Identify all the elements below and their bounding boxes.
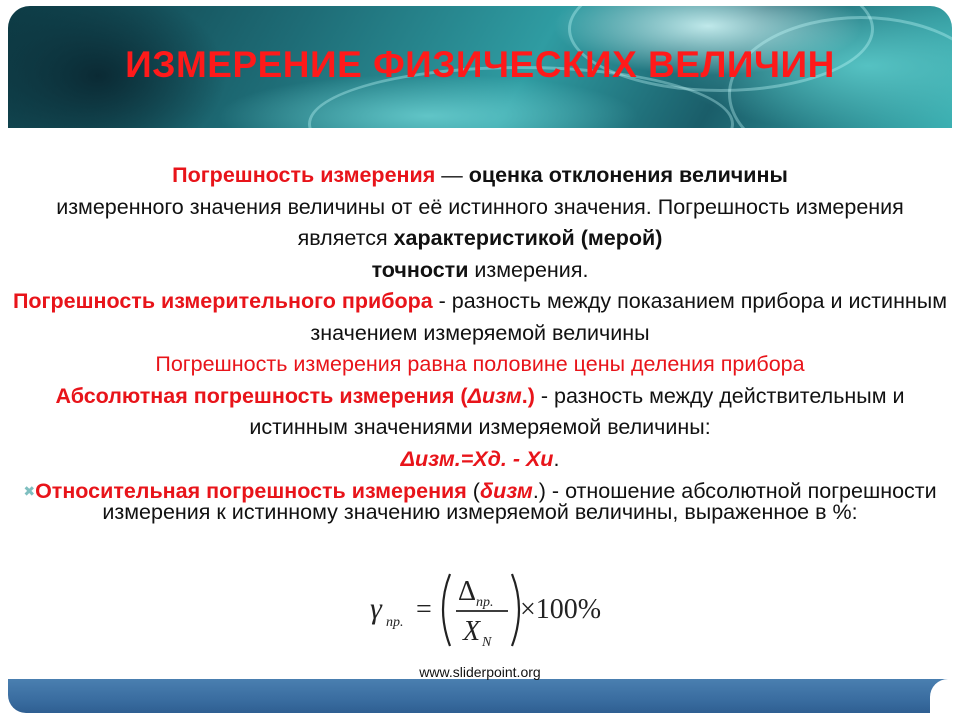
relative-error-formula [366, 566, 606, 652]
slide-title: ИЗМЕРЕНИЕ ФИЗИЧЕСКИХ ВЕЛИЧИН [125, 44, 835, 85]
absolute-error-term-end: .) [521, 383, 535, 408]
term-relative-error: Относительная погрешность измерения [35, 479, 467, 503]
term-absolute-error: Абсолютная погрешность измерения ( [55, 383, 468, 408]
footer-url: www.sliderpoint.org [419, 664, 541, 680]
term-measurement-error: Погрешность измерения [172, 163, 436, 187]
formula-period: . [553, 446, 560, 471]
paragraph-relative-error [10, 481, 950, 523]
relative-open-paren: ( [466, 479, 480, 503]
paragraph-half-division: Погрешность измерения равна половине цены деления прибора [155, 352, 805, 376]
formula-right-paren [512, 574, 519, 646]
formula-equals: = [416, 594, 432, 625]
absolute-error-formula: Δизм.=Хд. - Хи [400, 446, 554, 471]
measurement-text: измерения. [468, 257, 589, 282]
formula-times-100: ×100% [520, 594, 602, 625]
absolute-error-symbol: Δизм [467, 383, 522, 408]
accuracy-bold: точности [371, 257, 469, 282]
formula-x: X [463, 616, 481, 647]
slide-content [10, 160, 950, 523]
header-banner [8, 6, 952, 128]
definition-text: измеренного значения величины от её истинного значения. Погрешность измерения является [56, 194, 904, 250]
relative-error-symbol: δизм [479, 479, 533, 503]
term-instrument-error: Погрешность измерительного прибора [12, 289, 433, 313]
characteristic-bold: характеристикой (мерой) [393, 226, 663, 250]
paragraph-absolute-error [10, 381, 950, 444]
bullet-icon: ✖ [23, 483, 36, 499]
formula-delta-sub: пр. [476, 595, 494, 610]
paragraph-instrument-error [10, 286, 950, 349]
formula-gamma-sub: пр. [386, 615, 404, 630]
formula-x-sub: N [482, 635, 492, 650]
absolute-error-text: - разность между действительным и истинным значениями измеряемой величины: [249, 383, 905, 439]
formula-gamma: γ [370, 592, 382, 625]
instrument-error-text: - разность между показанием прибора и истинным значением измеряемой величины [310, 289, 948, 345]
formula-left-paren [443, 574, 450, 646]
paragraph-absolute-formula [10, 444, 950, 476]
dash: — [435, 163, 469, 187]
formula-delta: Δ [458, 576, 477, 607]
footer-bar [8, 679, 952, 713]
relative-error-text: .) - отношение абсолютной погрешности измерения к истинному значению измеряемой величины, выраженное в %: [102, 479, 937, 524]
paragraph-definition [10, 160, 950, 286]
definition-bold: оценка отклонения величины [468, 163, 788, 187]
